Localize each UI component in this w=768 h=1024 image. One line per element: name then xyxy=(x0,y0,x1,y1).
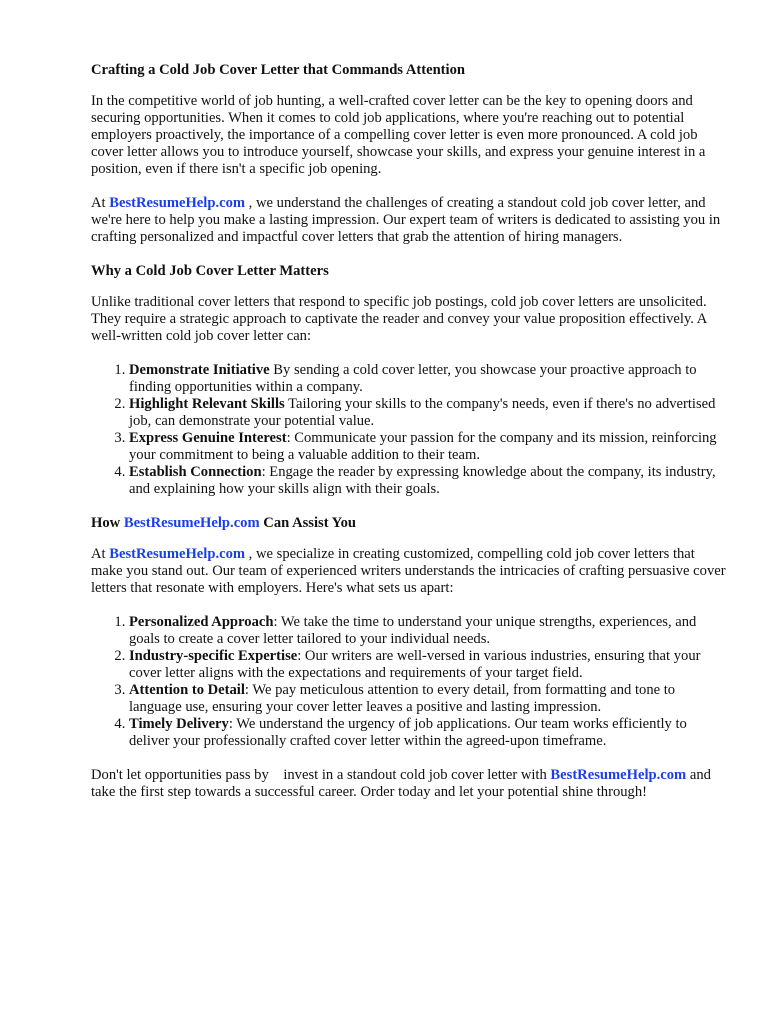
how-intro-prefix: At xyxy=(91,546,110,562)
list-item-text: By sending a cold cover letter, you showcase your proactive approach to finding opportunities within a company. xyxy=(129,362,697,395)
list-item-text: Tailoring your skills to the company's needs, even if there's no advertised job, can demonstrate your potential value. xyxy=(129,396,716,429)
list-item-term: Establish Connection xyxy=(129,464,262,480)
services-list xyxy=(91,614,728,750)
list-item-term: Demonstrate Initiative xyxy=(129,362,270,378)
section-heading-how xyxy=(91,515,728,532)
document-title: Crafting a Cold Job Cover Letter that Commands Attention xyxy=(91,62,466,78)
bestresumehelp-heading-link[interactable]: BestResumeHelp.com xyxy=(123,515,260,531)
para2-rest: , we understand the challenges of creating a standout cold job cover letter, and we're here to help you make a lasting impression. Our expert team of writers is dedicated to assisting you in crafting personalized and impactful cover letters that grab the attention of hiring managers. xyxy=(91,195,721,245)
section-heading-why: Why a Cold Job Cover Letter Matters xyxy=(91,263,329,279)
bestresumehelp-intro-link[interactable]: BestResumeHelp.com xyxy=(109,546,246,562)
bestresumehelp-link[interactable]: BestResumeHelp.com xyxy=(109,195,246,211)
list-item-term: Attention to Detail xyxy=(129,682,245,698)
list-item xyxy=(129,648,728,682)
list-item-term: Highlight Relevant Skills xyxy=(129,396,285,412)
closing-paragraph xyxy=(91,767,728,801)
list-item xyxy=(129,396,728,430)
heading-suffix: Can Assist You xyxy=(259,515,357,531)
list-item xyxy=(129,362,728,396)
list-item-text: : Our writers are well-versed in various industries, ensuring that your cover letter aligns with the expectations and requirements of your target field. xyxy=(129,648,701,681)
how-intro-rest: , we specialize in creating customized, compelling cold job cover letters that make you stand out. Our team of experienced writers understands the intricacies of crafting persuasive cover letters that resonate with employers. Here's what sets us apart: xyxy=(91,546,726,596)
list-item-text: : We understand the urgency of job applications. Our team works efficiently to deliver your professionally crafted cover letter within the agreed-upon timeframe. xyxy=(129,716,687,749)
heading-prefix: How xyxy=(91,515,124,531)
bestresumehelp-closing-link[interactable]: BestResumeHelp.com xyxy=(550,767,687,783)
benefits-list xyxy=(91,362,728,498)
closing-rest: and take the first step towards a successful career. Order today and let your potential shine through! xyxy=(91,767,711,800)
list-item xyxy=(129,614,728,648)
list-item-term: Timely Delivery xyxy=(129,716,229,732)
section-why-intro: Unlike traditional cover letters that respond to specific job postings, cold job cover letters are unsolicited. They require a strategic approach to captivate the reader and convey your value proposition effectively. A well-written cold job cover letter can: xyxy=(91,294,707,344)
section-how-intro xyxy=(91,546,728,597)
list-item-text: : We take the time to understand your unique strengths, experiences, and goals to create a cover letter tailored to your individual needs. xyxy=(129,614,697,647)
list-item-term: Express Genuine Interest xyxy=(129,430,287,446)
list-item-text: : Communicate your passion for the company and its mission, reinforcing your commitment to being a valuable addition to their team. xyxy=(129,430,717,463)
para2-prefix: At xyxy=(91,195,110,211)
list-item-text: : Engage the reader by expressing knowledge about the company, its industry, and explaining how your skills align with their goals. xyxy=(129,464,716,497)
list-item-term: Industry-specific Expertise xyxy=(129,648,298,664)
list-item-term: Personalized Approach xyxy=(129,614,274,630)
company-paragraph xyxy=(91,195,728,246)
list-item xyxy=(129,464,728,498)
list-item xyxy=(129,716,728,750)
list-item xyxy=(129,430,728,464)
closing-prefix: Don't let opportunities pass by invest in a standout cold job cover letter with xyxy=(91,767,551,783)
list-item-text: : We pay meticulous attention to every detail, from formatting and tone to language use, ensuring your cover letter leaves a positive and lasting impression. xyxy=(129,682,676,715)
list-item xyxy=(129,682,728,716)
intro-paragraph: In the competitive world of job hunting, a well-crafted cover letter can be the key to opening doors and securing opportunities. When it comes to cold job applications, where you're reaching out to potential employers proactively, the importance of a compelling cover letter is even more pronounced. A cold job cover letter allows you to introduce yourself, showcase your skills, and express your genuine interest in a position, even if there isn't a specific job opening. xyxy=(91,93,706,177)
